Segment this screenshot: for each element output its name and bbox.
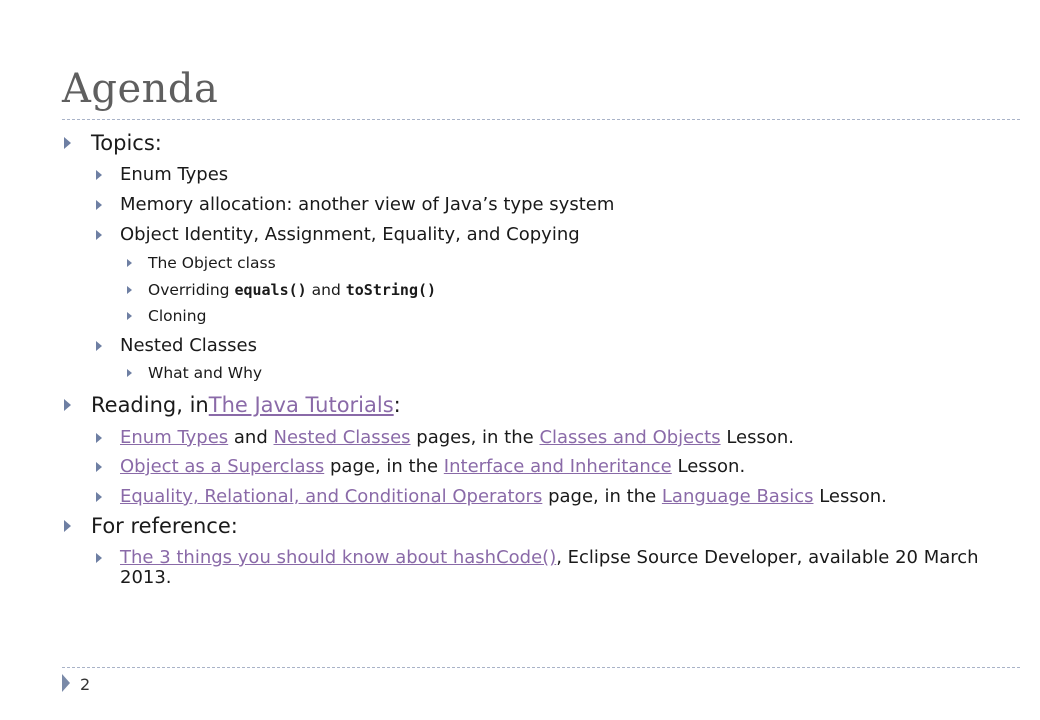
bullet-arrow-icon [64,520,71,532]
bullet-text: page, in the [548,486,657,507]
hashcode-link[interactable]: The 3 things you should know about hashCode() [120,547,557,568]
bullet-arrow-icon [127,286,132,294]
bullet-text: Lesson. [819,486,887,507]
operators-link[interactable]: Equality, Relational, and Conditional Operators [120,486,543,507]
bullet-reading-operators [120,486,887,507]
bullet-arrow-icon [96,200,102,210]
title-divider [62,119,1020,120]
bullet-overriding [148,281,436,299]
bullet-arrow-icon [96,492,102,502]
nested-classes-link[interactable]: Nested Classes [273,427,411,448]
reading-colon: : [393,393,401,417]
interface-inheritance-link[interactable]: Interface and Inheritance [443,456,672,477]
footer-arrow-icon [62,674,70,692]
bullet-text: Cloning [148,307,207,325]
footer-divider [62,667,1020,668]
bullet-reading-superclass [120,456,745,477]
classes-objects-link[interactable]: Classes and Objects [539,427,721,448]
bullet-text: What and Why [148,364,263,382]
bullet-text: Lesson. [677,456,746,477]
bullet-text: The Object class [148,254,276,272]
bullet-what-why [148,364,262,382]
code-tostring: toString() [345,281,437,299]
bullet-text: Enum Types [120,164,229,185]
bullet-text: Memory allocation: another view of Java’s type system [120,194,615,215]
bullet-text: page, in the [329,456,439,477]
bullet-object-identity [120,224,580,245]
bullet-text: and [233,427,268,448]
bullet-text: Nested Classes [120,335,258,356]
bullet-arrow-icon [96,433,102,443]
bullet-reading [91,393,401,417]
bullet-arrow-icon [127,259,132,267]
bullet-nested-classes [120,335,257,356]
reference-rest: , Eclipse Source Developer, available 20 March 2013. [120,547,979,588]
bullet-arrow-icon [96,341,102,351]
bullet-arrow-icon [96,170,102,180]
java-tutorials-link[interactable]: The Java Tutorials [208,393,394,417]
bullet-reading-enum-nested [120,427,794,448]
bullet-arrow-icon [64,399,71,411]
code-equals: equals() [234,281,307,299]
bullet-arrow-icon [127,312,132,320]
bullet-for-reference [91,514,238,538]
bullet-memory-allocation [120,194,614,215]
language-basics-link[interactable]: Language Basics [661,486,814,507]
slide-title: Agenda [62,66,219,112]
bullet-arrow-icon [96,553,102,563]
bullet-arrow-icon [96,462,102,472]
reference-heading: For reference: [91,514,238,538]
reading-prefix: Reading, in [91,393,209,417]
object-superclass-link[interactable]: Object as a Superclass [120,456,325,477]
bullet-enum-types [120,164,228,185]
bullet-cloning [148,307,206,325]
page-number: 2 [80,675,91,694]
enum-types-link[interactable]: Enum Types [120,427,229,448]
bullet-text: Object Identity, Assignment, Equality, and Copying [120,224,580,245]
bullet-arrow-icon [64,137,71,149]
bullet-text: Overriding [148,281,230,299]
bullet-arrow-icon [96,230,102,240]
bullet-hashcode-reference [120,548,990,588]
bullet-text: and [311,281,341,299]
bullet-text: pages, in the [416,427,534,448]
bullet-text: Lesson. [726,427,794,448]
bullet-topics [91,131,162,155]
bullet-object-class [148,254,276,272]
topics-heading: Topics: [91,131,162,155]
bullet-arrow-icon [127,369,132,377]
